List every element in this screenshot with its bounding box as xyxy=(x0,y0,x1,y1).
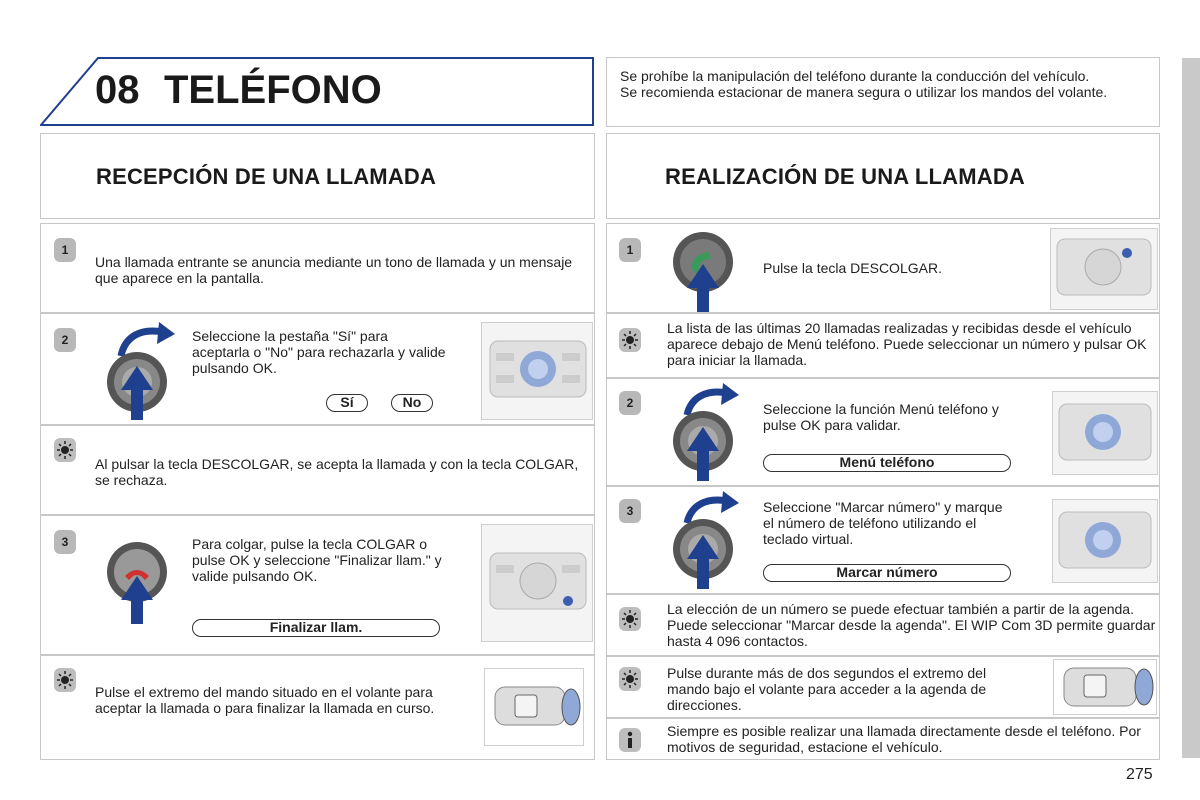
steering-stalk-thumbnail xyxy=(1053,659,1157,715)
stalk-illustration xyxy=(485,669,583,745)
right-tip2-text: La elección de un número se puede efectuar también a partir de la agenda. Puede seleccionar "Marcar desde la agenda". El WIP Com 3D permite guardar hasta 4 096 contactos. xyxy=(667,601,1156,649)
right-step1-text: Pulse la tecla DESCOLGAR. xyxy=(763,260,942,276)
right-step3-text: Seleccione "Marcar número" y marque el número de teléfono utilizando el teclado virtual. xyxy=(763,499,1003,547)
stalk-illustration xyxy=(1054,660,1156,714)
right-info-text: Siempre es posible realizar una llamada directamente desde el teléfono. Por motivos de seguridad, estacione el vehículo. xyxy=(667,723,1141,755)
right-step2-text: Seleccione la función Menú teléfono y pulse OK para validar. xyxy=(763,401,999,433)
step-number: 1 xyxy=(619,238,641,262)
console-thumbnail xyxy=(1052,391,1158,475)
console-illustration xyxy=(1053,392,1157,474)
end-call-button[interactable]: Finalizar llam. xyxy=(192,619,440,637)
sun-tip-icon xyxy=(54,668,76,692)
yes-button[interactable]: Sí xyxy=(326,394,368,412)
right-title-box xyxy=(606,133,1160,219)
console-illustration xyxy=(1051,229,1157,309)
console-thumbnail xyxy=(1050,228,1158,310)
chapter-tab-bar xyxy=(1182,58,1200,758)
rotary-knob-icon xyxy=(667,381,747,485)
hook-off-icon xyxy=(667,226,747,314)
right-step3-box xyxy=(606,486,1160,594)
info-icon xyxy=(619,728,641,752)
right-tip1-text: La lista de las últimas 20 llamadas realizadas y recibidas desde el vehículo aparece debajo de Menú teléfono. Puede seleccionar un número y pulsar OK para iniciar la llamada. xyxy=(667,320,1147,368)
chapter-number: 08 xyxy=(95,68,140,112)
left-tip2-text: Pulse el extremo del mando situado en el volante para aceptar la llamada o para finalizar la llamada en curso. xyxy=(95,684,435,716)
left-step2-text: Seleccione la pestaña "Sí" para aceptarla o "No" para rechazarla y valide pulsando OK. xyxy=(192,328,446,376)
no-button[interactable]: No xyxy=(391,394,433,412)
step-number: 1 xyxy=(54,238,76,262)
console-thumbnail xyxy=(481,322,593,420)
step-number: 3 xyxy=(619,499,641,523)
console-illustration xyxy=(482,323,592,419)
right-tip3-box xyxy=(606,656,1160,718)
left-tip2-box xyxy=(40,655,595,760)
right-info-box xyxy=(606,718,1160,760)
sun-tip-icon xyxy=(619,328,641,352)
sun-tip-icon xyxy=(54,438,76,462)
left-step1-box xyxy=(40,223,595,313)
sun-tip-icon xyxy=(619,667,641,691)
right-step1-box xyxy=(606,223,1160,313)
step-number: 2 xyxy=(54,328,76,352)
warning-box xyxy=(606,57,1160,127)
step-number: 2 xyxy=(619,391,641,415)
left-step2-box xyxy=(40,313,595,425)
left-tip1-box xyxy=(40,425,595,515)
rotary-knob-icon xyxy=(667,489,747,593)
chapter-title: TELÉFONO xyxy=(164,68,382,112)
page-number: 275 xyxy=(1126,766,1153,783)
rotary-knob-icon xyxy=(101,318,181,422)
console-illustration xyxy=(482,525,592,641)
left-step1-text: Una llamada entrante se anuncia mediante un tono de llamada y un mensaje que aparece en la pantalla. xyxy=(95,254,573,286)
right-step2-box xyxy=(606,378,1160,486)
left-step3-box xyxy=(40,515,595,655)
phone-menu-button[interactable]: Menú teléfono xyxy=(763,454,1011,472)
right-tip3-text: Pulse durante más de dos segundos el extremo del mando bajo el volante para acceder a la agenda de direcciones. xyxy=(667,665,987,713)
left-section-title: RECEPCIÓN DE UNA LLAMADA xyxy=(96,164,437,189)
left-tip1-text: Al pulsar la tecla DESCOLGAR, se acepta la llamada y con la tecla COLGAR, se rechaza. xyxy=(95,456,579,488)
warning-text: Se prohíbe la manipulación del teléfono durante la conducción del vehículo. Se recomienda estacionar de manera segura o utilizar los mandos del volante. xyxy=(620,68,1108,100)
sun-tip-icon xyxy=(619,607,641,631)
left-title-box xyxy=(40,133,595,219)
step-number: 3 xyxy=(54,530,76,554)
console-thumbnail xyxy=(1052,499,1158,583)
dial-number-button[interactable]: Marcar número xyxy=(763,564,1011,582)
hang-up-icon xyxy=(101,536,181,626)
left-step3-text: Para colgar, pulse la tecla COLGAR o pulse OK y seleccione "Finalizar llam." y valide pulsando OK. xyxy=(192,536,442,584)
right-tip2-box xyxy=(606,594,1160,656)
right-section-title: REALIZACIÓN DE UNA LLAMADA xyxy=(665,164,1026,189)
steering-stalk-thumbnail xyxy=(484,668,584,746)
right-tip1-box xyxy=(606,313,1160,378)
console-thumbnail xyxy=(481,524,593,642)
console-illustration xyxy=(1053,500,1157,582)
